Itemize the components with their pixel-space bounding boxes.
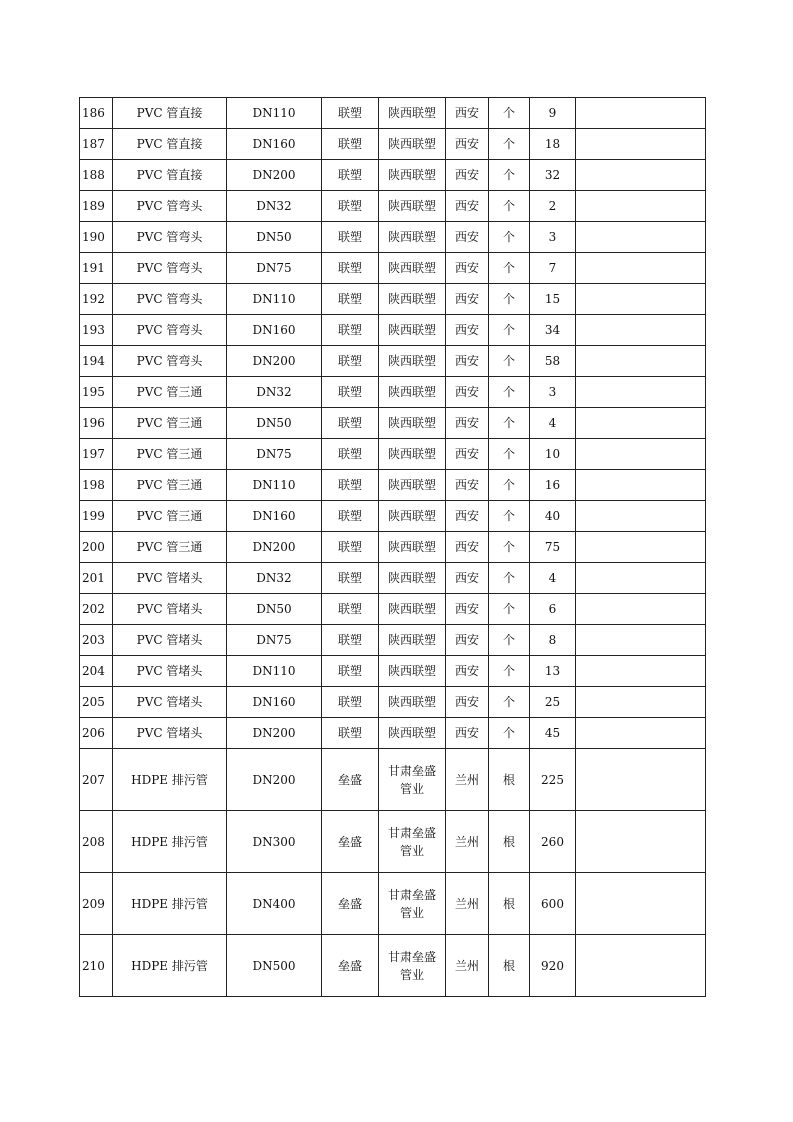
- item-brand-cell: 联塑: [322, 284, 379, 315]
- row-number-cell: 193: [80, 315, 113, 346]
- item-spec-cell: DN110: [227, 98, 322, 129]
- item-brand-cell: 联塑: [322, 563, 379, 594]
- row-number-cell: 205: [80, 687, 113, 718]
- item-spec-cell: DN32: [227, 191, 322, 222]
- item-spec-cell: DN110: [227, 656, 322, 687]
- item-price-cell: 15: [530, 284, 576, 315]
- row-number-cell: 209: [80, 873, 113, 935]
- table-row: [80, 501, 706, 532]
- item-note-cell: [576, 315, 706, 346]
- item-note-cell: [576, 873, 706, 935]
- item-origin-cell: 兰州: [446, 811, 489, 873]
- item-spec-cell: DN32: [227, 563, 322, 594]
- item-note-cell: [576, 222, 706, 253]
- item-note-cell: [576, 129, 706, 160]
- item-origin-cell: 西安: [446, 687, 489, 718]
- item-name-cell: PVC 管堵头: [113, 687, 227, 718]
- item-brand-cell: 联塑: [322, 501, 379, 532]
- item-manufacturer-cell: 甘肃垒盛管业: [379, 873, 446, 935]
- item-note-cell: [576, 98, 706, 129]
- item-unit-cell: 个: [489, 98, 530, 129]
- row-number-cell: 190: [80, 222, 113, 253]
- item-price-cell: 10: [530, 439, 576, 470]
- item-origin-cell: 西安: [446, 408, 489, 439]
- item-name-cell: PVC 管三通: [113, 377, 227, 408]
- item-unit-cell: 根: [489, 873, 530, 935]
- item-brand-cell: 联塑: [322, 222, 379, 253]
- item-origin-cell: 西安: [446, 222, 489, 253]
- item-price-cell: 2: [530, 191, 576, 222]
- item-brand-cell: 联塑: [322, 470, 379, 501]
- item-manufacturer-cell: 陕西联塑: [379, 315, 446, 346]
- table-row: [80, 687, 706, 718]
- item-name-cell: PVC 管三通: [113, 439, 227, 470]
- item-note-cell: [576, 563, 706, 594]
- item-origin-cell: 兰州: [446, 873, 489, 935]
- item-unit-cell: 个: [489, 439, 530, 470]
- item-manufacturer-cell: 陕西联塑: [379, 129, 446, 160]
- table-row: [80, 811, 706, 873]
- item-unit-cell: 个: [489, 222, 530, 253]
- row-number-cell: 196: [80, 408, 113, 439]
- row-number-cell: 206: [80, 718, 113, 749]
- table-row: [80, 439, 706, 470]
- item-manufacturer-cell: 陕西联塑: [379, 98, 446, 129]
- item-price-cell: 3: [530, 377, 576, 408]
- item-spec-cell: DN200: [227, 749, 322, 811]
- row-number-cell: 207: [80, 749, 113, 811]
- item-name-cell: PVC 管直接: [113, 129, 227, 160]
- item-note-cell: [576, 625, 706, 656]
- table-row: [80, 718, 706, 749]
- item-price-cell: 34: [530, 315, 576, 346]
- item-price-cell: 4: [530, 563, 576, 594]
- item-note-cell: [576, 935, 706, 997]
- item-origin-cell: 西安: [446, 377, 489, 408]
- item-price-cell: 4: [530, 408, 576, 439]
- item-brand-cell: 联塑: [322, 718, 379, 749]
- item-price-cell: 3: [530, 222, 576, 253]
- table-row: [80, 532, 706, 563]
- item-brand-cell: 联塑: [322, 594, 379, 625]
- item-unit-cell: 个: [489, 532, 530, 563]
- item-price-cell: 260: [530, 811, 576, 873]
- item-spec-cell: DN200: [227, 346, 322, 377]
- item-manufacturer-cell: 陕西联塑: [379, 687, 446, 718]
- item-note-cell: [576, 377, 706, 408]
- row-number-cell: 188: [80, 160, 113, 191]
- item-price-cell: 32: [530, 160, 576, 191]
- item-unit-cell: 个: [489, 594, 530, 625]
- item-name-cell: PVC 管弯头: [113, 284, 227, 315]
- item-origin-cell: 西安: [446, 656, 489, 687]
- item-manufacturer-cell: 陕西联塑: [379, 346, 446, 377]
- item-origin-cell: 西安: [446, 501, 489, 532]
- item-note-cell: [576, 470, 706, 501]
- row-number-cell: 191: [80, 253, 113, 284]
- item-name-cell: PVC 管弯头: [113, 346, 227, 377]
- item-note-cell: [576, 501, 706, 532]
- item-unit-cell: 根: [489, 935, 530, 997]
- item-manufacturer-cell: 陕西联塑: [379, 191, 446, 222]
- item-brand-cell: 垒盛: [322, 873, 379, 935]
- item-unit-cell: 个: [489, 377, 530, 408]
- item-name-cell: HDPE 排污管: [113, 811, 227, 873]
- item-spec-cell: DN500: [227, 935, 322, 997]
- item-unit-cell: 个: [489, 718, 530, 749]
- item-origin-cell: 西安: [446, 470, 489, 501]
- item-note-cell: [576, 532, 706, 563]
- row-number-cell: 202: [80, 594, 113, 625]
- item-name-cell: PVC 管堵头: [113, 625, 227, 656]
- item-price-cell: 6: [530, 594, 576, 625]
- table-row: [80, 160, 706, 191]
- item-unit-cell: 个: [489, 284, 530, 315]
- item-origin-cell: 西安: [446, 563, 489, 594]
- item-note-cell: [576, 253, 706, 284]
- table-row: [80, 253, 706, 284]
- item-origin-cell: 西安: [446, 191, 489, 222]
- item-note-cell: [576, 687, 706, 718]
- table-row: [80, 873, 706, 935]
- table-row: [80, 408, 706, 439]
- item-brand-cell: 联塑: [322, 129, 379, 160]
- item-brand-cell: 联塑: [322, 625, 379, 656]
- item-brand-cell: 联塑: [322, 191, 379, 222]
- item-unit-cell: 个: [489, 129, 530, 160]
- item-price-cell: 600: [530, 873, 576, 935]
- item-brand-cell: 联塑: [322, 315, 379, 346]
- table-row: [80, 470, 706, 501]
- item-note-cell: [576, 594, 706, 625]
- item-name-cell: PVC 管三通: [113, 532, 227, 563]
- item-origin-cell: 西安: [446, 129, 489, 160]
- item-unit-cell: 个: [489, 687, 530, 718]
- table-row: [80, 377, 706, 408]
- row-number-cell: 189: [80, 191, 113, 222]
- row-number-cell: 199: [80, 501, 113, 532]
- item-price-cell: 9: [530, 98, 576, 129]
- item-manufacturer-cell: 陕西联塑: [379, 377, 446, 408]
- table-row: [80, 563, 706, 594]
- item-name-cell: PVC 管弯头: [113, 253, 227, 284]
- item-manufacturer-cell: 陕西联塑: [379, 160, 446, 191]
- item-manufacturer-cell: 陕西联塑: [379, 253, 446, 284]
- item-origin-cell: 西安: [446, 439, 489, 470]
- item-manufacturer-cell: 陕西联塑: [379, 222, 446, 253]
- item-spec-cell: DN50: [227, 222, 322, 253]
- item-brand-cell: 联塑: [322, 687, 379, 718]
- item-spec-cell: DN75: [227, 439, 322, 470]
- item-name-cell: HDPE 排污管: [113, 873, 227, 935]
- item-note-cell: [576, 346, 706, 377]
- item-origin-cell: 西安: [446, 98, 489, 129]
- item-unit-cell: 个: [489, 346, 530, 377]
- item-price-cell: 7: [530, 253, 576, 284]
- item-name-cell: PVC 管三通: [113, 501, 227, 532]
- item-spec-cell: DN200: [227, 160, 322, 191]
- item-name-cell: PVC 管弯头: [113, 315, 227, 346]
- item-manufacturer-cell: 陕西联塑: [379, 625, 446, 656]
- item-manufacturer-cell: 甘肃垒盛管业: [379, 811, 446, 873]
- item-name-cell: PVC 管直接: [113, 98, 227, 129]
- row-number-cell: 208: [80, 811, 113, 873]
- item-manufacturer-cell: 陕西联塑: [379, 656, 446, 687]
- table-row: [80, 98, 706, 129]
- item-brand-cell: 联塑: [322, 160, 379, 191]
- item-manufacturer-cell: 陕西联塑: [379, 718, 446, 749]
- item-note-cell: [576, 408, 706, 439]
- item-brand-cell: 联塑: [322, 377, 379, 408]
- item-unit-cell: 个: [489, 470, 530, 501]
- item-spec-cell: DN400: [227, 873, 322, 935]
- item-name-cell: HDPE 排污管: [113, 749, 227, 811]
- item-name-cell: PVC 管弯头: [113, 222, 227, 253]
- item-name-cell: PVC 管三通: [113, 408, 227, 439]
- item-manufacturer-cell: 甘肃垒盛管业: [379, 749, 446, 811]
- item-manufacturer-cell: 陕西联塑: [379, 439, 446, 470]
- item-manufacturer-cell: 陕西联塑: [379, 501, 446, 532]
- table-row: [80, 749, 706, 811]
- row-number-cell: 203: [80, 625, 113, 656]
- item-unit-cell: 个: [489, 625, 530, 656]
- row-number-cell: 197: [80, 439, 113, 470]
- item-unit-cell: 个: [489, 160, 530, 191]
- item-spec-cell: DN160: [227, 501, 322, 532]
- item-unit-cell: 个: [489, 656, 530, 687]
- item-spec-cell: DN160: [227, 129, 322, 160]
- item-price-cell: 40: [530, 501, 576, 532]
- item-brand-cell: 联塑: [322, 253, 379, 284]
- item-origin-cell: 西安: [446, 532, 489, 563]
- item-note-cell: [576, 191, 706, 222]
- item-price-cell: 225: [530, 749, 576, 811]
- item-brand-cell: 联塑: [322, 439, 379, 470]
- row-number-cell: 187: [80, 129, 113, 160]
- item-price-cell: 45: [530, 718, 576, 749]
- item-price-cell: 58: [530, 346, 576, 377]
- item-brand-cell: 联塑: [322, 532, 379, 563]
- item-manufacturer-cell: 陕西联塑: [379, 594, 446, 625]
- row-number-cell: 195: [80, 377, 113, 408]
- item-spec-cell: DN50: [227, 594, 322, 625]
- item-unit-cell: 个: [489, 563, 530, 594]
- item-unit-cell: 个: [489, 501, 530, 532]
- item-note-cell: [576, 160, 706, 191]
- item-brand-cell: 垒盛: [322, 811, 379, 873]
- item-brand-cell: 联塑: [322, 408, 379, 439]
- item-name-cell: HDPE 排污管: [113, 935, 227, 997]
- item-origin-cell: 西安: [446, 160, 489, 191]
- item-manufacturer-cell: 陕西联塑: [379, 563, 446, 594]
- row-number-cell: 210: [80, 935, 113, 997]
- item-unit-cell: 根: [489, 749, 530, 811]
- item-origin-cell: 西安: [446, 253, 489, 284]
- item-manufacturer-cell: 陕西联塑: [379, 408, 446, 439]
- item-price-cell: 75: [530, 532, 576, 563]
- item-origin-cell: 西安: [446, 346, 489, 377]
- table-row: [80, 191, 706, 222]
- item-manufacturer-cell: 陕西联塑: [379, 284, 446, 315]
- table-row: [80, 284, 706, 315]
- item-spec-cell: DN50: [227, 408, 322, 439]
- item-price-cell: 8: [530, 625, 576, 656]
- item-manufacturer-cell: 陕西联塑: [379, 532, 446, 563]
- item-name-cell: PVC 管堵头: [113, 718, 227, 749]
- item-unit-cell: 根: [489, 811, 530, 873]
- item-brand-cell: 联塑: [322, 346, 379, 377]
- item-price-cell: 25: [530, 687, 576, 718]
- item-name-cell: PVC 管三通: [113, 470, 227, 501]
- table-row: [80, 935, 706, 997]
- table-body: [80, 98, 706, 997]
- item-note-cell: [576, 811, 706, 873]
- table-row: [80, 594, 706, 625]
- item-price-cell: 16: [530, 470, 576, 501]
- item-name-cell: PVC 管直接: [113, 160, 227, 191]
- item-origin-cell: 西安: [446, 718, 489, 749]
- item-spec-cell: DN110: [227, 470, 322, 501]
- item-price-cell: 18: [530, 129, 576, 160]
- item-brand-cell: 联塑: [322, 98, 379, 129]
- item-origin-cell: 西安: [446, 284, 489, 315]
- item-spec-cell: DN75: [227, 253, 322, 284]
- item-spec-cell: DN160: [227, 687, 322, 718]
- item-note-cell: [576, 284, 706, 315]
- table-row: [80, 315, 706, 346]
- item-note-cell: [576, 749, 706, 811]
- item-name-cell: PVC 管堵头: [113, 563, 227, 594]
- item-brand-cell: 联塑: [322, 656, 379, 687]
- table-row: [80, 346, 706, 377]
- table-row: [80, 656, 706, 687]
- item-spec-cell: DN110: [227, 284, 322, 315]
- item-brand-cell: 垒盛: [322, 935, 379, 997]
- row-number-cell: 200: [80, 532, 113, 563]
- item-spec-cell: DN200: [227, 718, 322, 749]
- item-origin-cell: 西安: [446, 594, 489, 625]
- item-note-cell: [576, 656, 706, 687]
- item-name-cell: PVC 管堵头: [113, 656, 227, 687]
- item-origin-cell: 西安: [446, 315, 489, 346]
- item-manufacturer-cell: 陕西联塑: [379, 470, 446, 501]
- item-manufacturer-cell: 甘肃垒盛管业: [379, 935, 446, 997]
- item-unit-cell: 个: [489, 408, 530, 439]
- row-number-cell: 186: [80, 98, 113, 129]
- item-unit-cell: 个: [489, 191, 530, 222]
- row-number-cell: 201: [80, 563, 113, 594]
- row-number-cell: 204: [80, 656, 113, 687]
- item-name-cell: PVC 管堵头: [113, 594, 227, 625]
- item-spec-cell: DN32: [227, 377, 322, 408]
- item-origin-cell: 西安: [446, 625, 489, 656]
- item-spec-cell: DN300: [227, 811, 322, 873]
- price-table: [79, 97, 706, 997]
- item-unit-cell: 个: [489, 253, 530, 284]
- table-row: [80, 625, 706, 656]
- item-origin-cell: 兰州: [446, 935, 489, 997]
- item-note-cell: [576, 718, 706, 749]
- row-number-cell: 192: [80, 284, 113, 315]
- item-unit-cell: 个: [489, 315, 530, 346]
- item-name-cell: PVC 管弯头: [113, 191, 227, 222]
- row-number-cell: 198: [80, 470, 113, 501]
- item-price-cell: 920: [530, 935, 576, 997]
- row-number-cell: 194: [80, 346, 113, 377]
- item-note-cell: [576, 439, 706, 470]
- table-row: [80, 222, 706, 253]
- table-row: [80, 129, 706, 160]
- item-spec-cell: DN200: [227, 532, 322, 563]
- item-origin-cell: 兰州: [446, 749, 489, 811]
- item-brand-cell: 垒盛: [322, 749, 379, 811]
- item-price-cell: 13: [530, 656, 576, 687]
- item-spec-cell: DN75: [227, 625, 322, 656]
- item-spec-cell: DN160: [227, 315, 322, 346]
